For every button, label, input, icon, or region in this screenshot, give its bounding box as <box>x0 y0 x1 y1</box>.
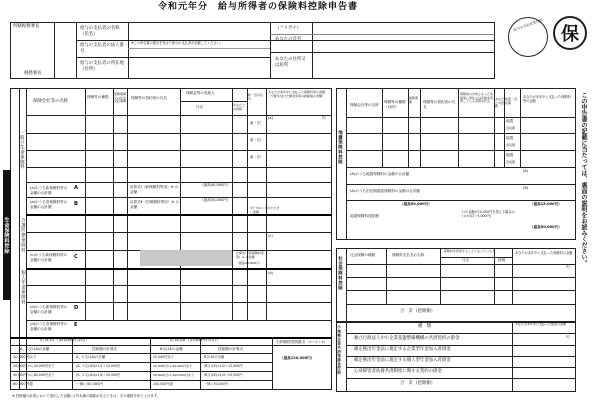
calc1-r2-a: 20,000円から40,000円まで <box>13 364 55 368</box>
social-col-relation: 続柄 <box>498 258 506 262</box>
life-letter-d: D <box>74 305 79 311</box>
eq-max-50000: （最高50,000円） <box>400 202 432 206</box>
eq-kind-2a[interactable]: 地震 <box>506 136 514 140</box>
eq-col-amount: あなたが本年中に支払った保険料等の金額 <box>523 95 571 104</box>
eq-col-target: 保険等の対象となった家屋等に居住又は家財を利用している者等の氏名 <box>460 92 494 104</box>
life-calc-c: 計算式Ⅰ（新保険料等用）※ の金額 <box>236 251 264 259</box>
small-section-label: 小規模企業共済等掛金控除 <box>337 325 342 375</box>
small-total-label: 合 計（控除額） <box>400 381 436 386</box>
life-general-label: 一般の生命保険料 <box>19 130 25 170</box>
life-col-recipient: 保険金等の受取人 <box>186 91 215 95</box>
furigana-label: （フリガナ） <box>275 26 302 31</box>
life-sum-old-pension: (d)のうち旧保険料等の金額の合計額 <box>30 322 68 331</box>
life-yen-1: 円 <box>322 116 326 120</box>
life-col-type: 保険等の種類 <box>87 95 109 99</box>
payer-number-note: ※この申告書の提出を受けた給与の支払者が記載してください。 <box>131 41 223 45</box>
eq-col-contractor: 保険等の契約者の氏名 <box>423 100 456 109</box>
eq-kind-3b[interactable]: 旧長期 <box>506 160 516 164</box>
calc1-r1-b: A、C又はDの全額 <box>76 355 106 359</box>
life-col-period: 保険期間又は年金支払期間 <box>114 92 127 104</box>
your-name-label: あなたの氏名 <box>275 37 302 42</box>
eq-marker-b: (B) <box>523 186 529 190</box>
small-row-1: 独立行政法人中小企業基盤整備機構の共済契約の掛金 <box>354 336 460 341</box>
small-row-2: 確定拠出年金法に規定する企業型年金加入者掛金 <box>354 347 451 352</box>
stamp-char-circle <box>553 16 587 50</box>
eq-rule: ロの金額が10,000円を超える場合は、(ロ×1/2＋5,000円) <box>462 210 518 219</box>
eq-col-relation: あなたとの続柄 <box>495 97 505 109</box>
life-nursing-label: 介護医療保険料 <box>20 218 26 253</box>
small-row-3: 確定拠出年金法に規定する個人型年金加入者掛金 <box>354 358 451 363</box>
social-section-label: 社会保険料控除 <box>337 256 343 291</box>
life-marker-d: (d) <box>268 271 274 275</box>
life-max-40000-2: （最高40,000円） <box>236 261 262 265</box>
calc2-r4-a: 100,000円超 <box>153 382 173 386</box>
calc-footnote: ※ 控除額の計算において算出した金額に1円未満の端数があるときは、その端数を切り上げます。 <box>12 394 161 398</box>
life-col-relation: あなたとの続柄 <box>233 103 246 111</box>
calc2-r4-b: 一律に50,000円 <box>204 382 228 386</box>
stamp-arc-text: 給与の支払者受付印 <box>512 17 544 33</box>
eq-kind-1b[interactable]: 旧長期 <box>506 126 516 130</box>
eq-marker-a: (A) <box>523 169 529 173</box>
calc1-title: 計算式Ⅰ（新保険料等用） <box>40 338 90 343</box>
life-pension-label: 個人年金保険料 <box>20 270 26 305</box>
life-letter-b: B <box>74 201 78 207</box>
life-calc-new: 計算式Ⅰ（新保険料等用）※ の金額 <box>130 185 179 194</box>
life-new-old-2[interactable]: 新・旧 <box>250 138 261 142</box>
calc1-r4-a: 80,000円超 <box>13 382 33 386</box>
social-col-name: 氏名 <box>462 258 470 262</box>
right-notice: この申告書の記載に当たっては、裏面の説明をお読みください。 <box>580 92 587 266</box>
calc2-r2-a: 25,000円から50,000円まで <box>153 364 192 368</box>
eq-sum-old: (A)のうち旧長期損害保険料の金額の合計額 <box>350 189 420 193</box>
calc1-r3-b: (A、C又はD)×1/4＋20,000円 <box>76 373 121 377</box>
small-row-4: 心身障害者扶養共済制度に関する契約の掛金 <box>354 369 442 374</box>
life-letter-c: C <box>74 254 78 260</box>
calc2-r3-a: 50,000円から100,000円まで <box>153 373 194 377</box>
calc2-r2-b: (B又はE)×1/2＋12,500円 <box>204 364 243 368</box>
life-max-50000-1: （最高50,000円） <box>200 198 231 202</box>
calc1-r3-a: 40,000円から80,000円まで <box>13 373 55 377</box>
calc1-col-formula: 控除額の計算式 <box>92 347 118 351</box>
life-sum-new-pension: (d)のうち新保険料等の金額の合計額 <box>30 305 68 314</box>
calc2-title: 計算式Ⅱ（旧保険料等用） <box>170 338 221 343</box>
life-max-40000-1: （最高40,000円） <box>200 183 231 187</box>
social-col-type: 社会保険の種類 <box>350 253 376 257</box>
life-new-old-1[interactable]: 新・旧 <box>250 121 261 125</box>
life-sum-new-nursing: (c)のうち新保険料等の金額の合計額 <box>30 253 68 262</box>
eq-col-period: 保険期間 <box>409 96 419 104</box>
life-sum-new: (a)のうち新保険料等の金額の合計額 <box>30 186 68 195</box>
calc1-col-amount: A、C又はDの金額 <box>20 347 50 351</box>
office-bottom-label: 税務署長 <box>24 71 42 76</box>
social-yen: 円 <box>566 265 570 269</box>
life-sum-old: (a)のうち旧保険料等の金額の合計額 <box>30 200 68 209</box>
eq-kind-1a[interactable]: 地震 <box>506 119 514 123</box>
small-yen: 円 <box>566 335 570 339</box>
social-col-payee: 保険料支払先の名称 <box>392 253 425 257</box>
office-label: 所轄税務署長 <box>13 24 40 29</box>
life-compare-note: ②と③のいずれか大きい金額 <box>250 206 280 214</box>
eq-col-kind: 地震・旧長期 <box>505 97 518 105</box>
social-total-label: 合 計（控除額） <box>400 309 436 314</box>
social-insurance-box <box>336 248 576 322</box>
form-title: 令和元年分 給与所得者の保険料控除申告書 <box>158 2 359 12</box>
small-col-amount: あなたが本年中に支払った掛金の金額 <box>515 322 567 326</box>
life-col-contractor: 保険等の契約者の氏名 <box>131 96 167 100</box>
your-address-label: あなたの住所又は居所 <box>275 57 306 68</box>
life-letter-e: E <box>74 322 78 328</box>
life-col-new-old: 新・旧の区分 <box>248 93 264 101</box>
payer-name-label: 給与の支払者の名称（氏名） <box>80 26 120 37</box>
life-max-120000: （最高120,000円） <box>280 356 315 360</box>
eq-sum-eq: (A)のうち地震保険料の金額の合計額 <box>350 172 410 176</box>
life-section-label: 生命保険料控除 <box>3 170 11 300</box>
calc2-col-formula: 控除額の計算式 <box>218 347 244 351</box>
eq-max-15000: （最高15,000円） <box>530 202 562 206</box>
life-letter-a: A <box>74 185 79 191</box>
eq-col-type: 保険等の種類（目的） <box>384 100 406 109</box>
calc2-r3-b: (B又はE)×1/4＋25,000円 <box>204 373 243 377</box>
calc1-r1-a: 20,000円以下 <box>13 355 37 359</box>
life-col-recipient-name: 氏名 <box>196 105 204 109</box>
calc2-r1-b: B又はEの全額 <box>204 355 225 359</box>
life-marker-a: (a) <box>268 116 274 120</box>
payer-number-boxes[interactable] <box>128 48 270 57</box>
calc2-r1-a: 25,000円以下 <box>153 355 174 359</box>
stamp-char: 保 <box>561 24 579 45</box>
life-col-amount: あなたが本年中に支払った保険料等の金額（分配を受けた剰余金等の控除後の金額） <box>268 90 326 98</box>
life-new-old-3[interactable]: 新・旧 <box>250 155 261 159</box>
calc1-r4-b: 一律に40,000円 <box>76 382 103 386</box>
earthquake-section-label: 地震保険料控除 <box>337 130 343 165</box>
life-col-company: 保険会社等の名称 <box>33 99 69 104</box>
eq-kind-3a[interactable]: 地震 <box>506 153 514 157</box>
life-gray-area-nursing <box>140 250 232 266</box>
life-calc-old: 計算式Ⅱ（旧保険料等用）※ の金額 <box>130 200 180 209</box>
calc2-col-amount: B又はEの金額 <box>160 347 183 351</box>
eq-kind-2b[interactable]: 旧長期 <box>506 143 516 147</box>
eq-calc-label: 地震保険料控除額 <box>350 214 379 218</box>
eq-col-company: 保険会社等の名称 <box>350 103 379 107</box>
payer-address-label: 給与の支払者の所在地（住所） <box>80 61 124 72</box>
calc1-r2-b: (A、C又はD)×1/2＋10,000円 <box>76 364 121 368</box>
social-col-burden: 保険料を負担することになっている人 <box>444 249 496 253</box>
social-col-amount: あなたが本年中に支払った保険料の金額 <box>515 251 573 255</box>
payer-number-label: 給与の支払者の法人番号 <box>80 43 124 54</box>
life-marker-c: (c) <box>268 234 273 238</box>
small-col-type: 種 類 <box>418 324 432 329</box>
eq-max-50000-b: （最高50,000円） <box>530 225 562 229</box>
life-total-label: 生命保険料控除額 計（①＋②＋③） <box>276 340 328 344</box>
